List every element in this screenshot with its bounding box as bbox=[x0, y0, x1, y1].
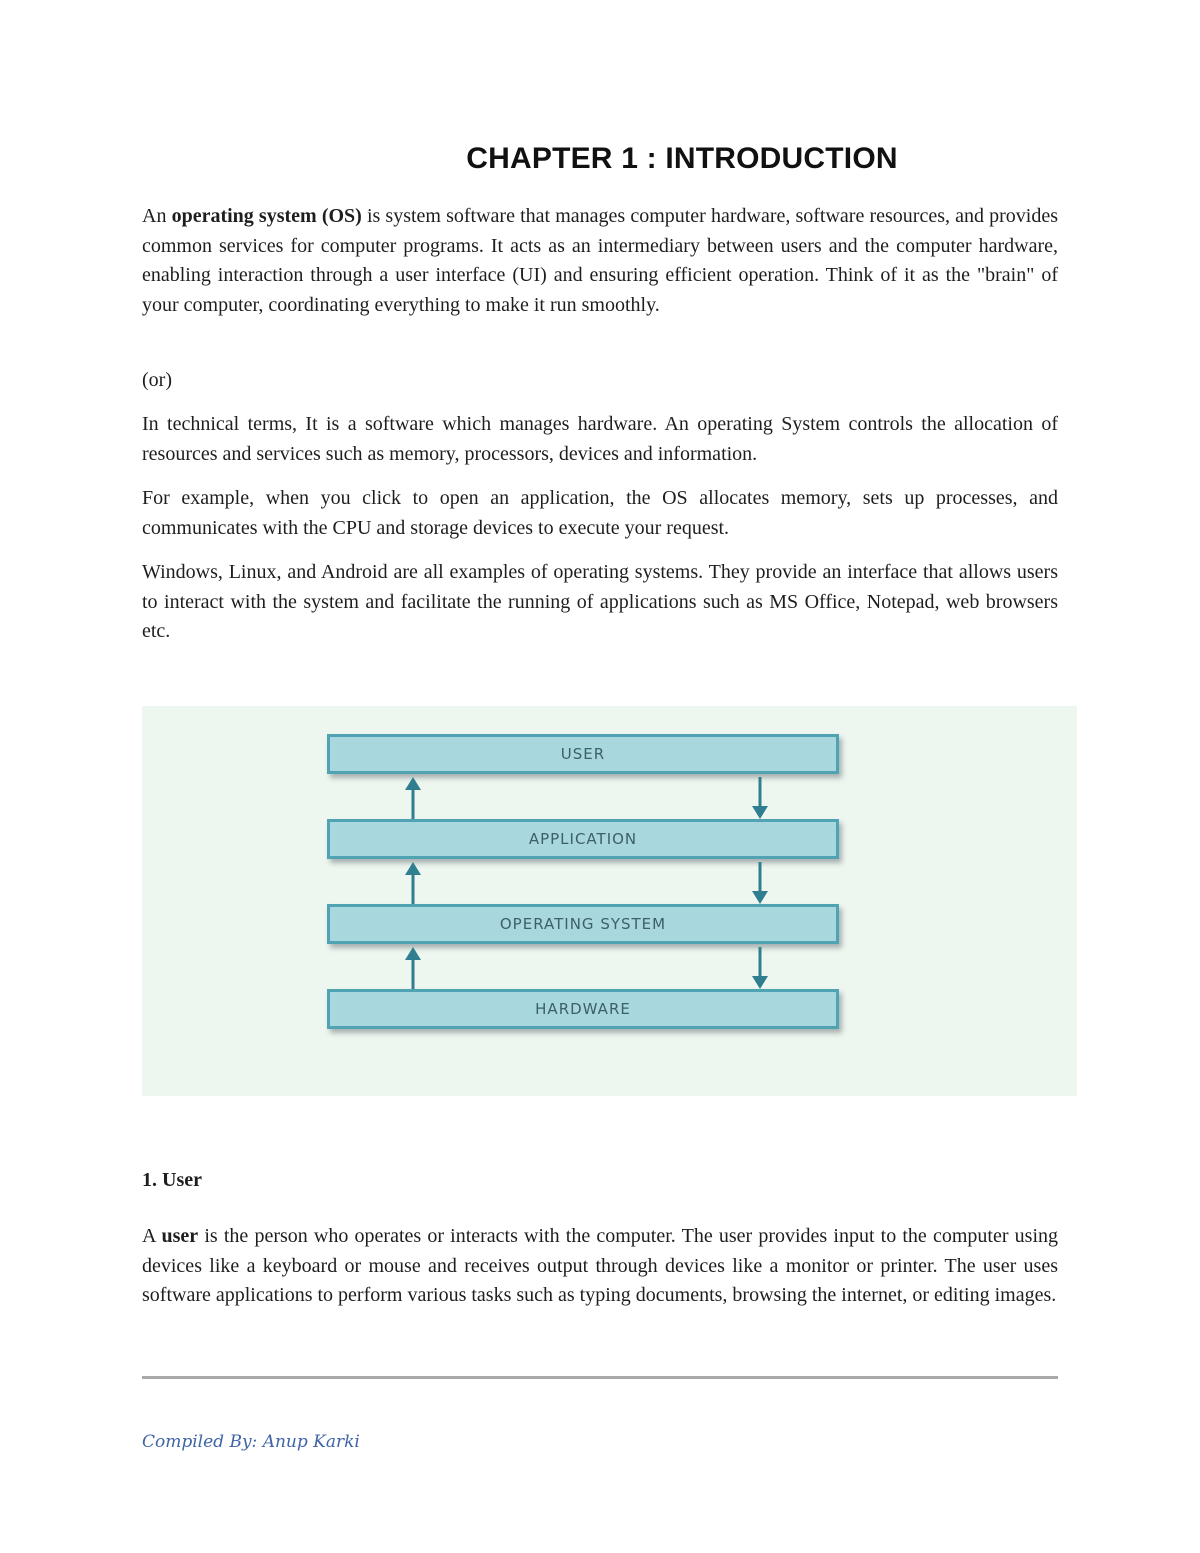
chapter-title: CHAPTER 1 : INTRODUCTION bbox=[466, 142, 898, 175]
technical-paragraph: In technical terms, It is a software which manages hardware. An operating System controls the allocation of resources and services such as memory, processors, devices and information. bbox=[142, 413, 1058, 465]
footer-divider bbox=[142, 1376, 1058, 1379]
section-heading-user: 1. User bbox=[142, 1169, 202, 1191]
layer-application-box: APPLICATION bbox=[327, 819, 839, 859]
or-text: (or) bbox=[142, 369, 172, 391]
intro-lead: An bbox=[142, 205, 172, 227]
example-paragraph: For example, when you click to open an application, the OS allocates memory, sets up processes, and communicates with the CPU and storage devices to execute your request. bbox=[142, 487, 1058, 539]
intro-rest: is system software that manages computer hardware, software resources, and provides common services for computer programs. It acts as an intermediary between users and the computer hardware, enabling interaction through a user interface (UI) and ensuring efficient operation. Think of it as the "brain" of your computer, coordinating everything to make it run smoothly. bbox=[142, 205, 1059, 316]
user-rest: is the person who operates or interacts with the computer. The user provides input to the computer using devices like a keyboard or mouse and receives output through devices like a monitor or printer. The user uses software applications to perform various tasks such as typing documents, browsing the internet, or editing images. bbox=[142, 1225, 1059, 1306]
user-paragraph bbox=[142, 1222, 1058, 1311]
layer-hardware-box: HARDWARE bbox=[327, 989, 839, 1029]
layer-os-box: OPERATING SYSTEM bbox=[327, 904, 839, 944]
user-lead: A bbox=[142, 1225, 162, 1247]
user-term: user bbox=[161, 1225, 199, 1247]
os-term: operating system (OS) bbox=[171, 205, 362, 227]
examples-os-paragraph: Windows, Linux, and Android are all examples of operating systems. They provide an interface that allows users to interact with the system and facilitate the running of applications such as MS Office, Notepad, web browsers etc. bbox=[142, 561, 1058, 642]
footer-credit: Compiled By: Anup Karki bbox=[142, 1432, 360, 1452]
intro-paragraph bbox=[142, 202, 1058, 320]
layer-user-box: USER bbox=[327, 734, 839, 774]
